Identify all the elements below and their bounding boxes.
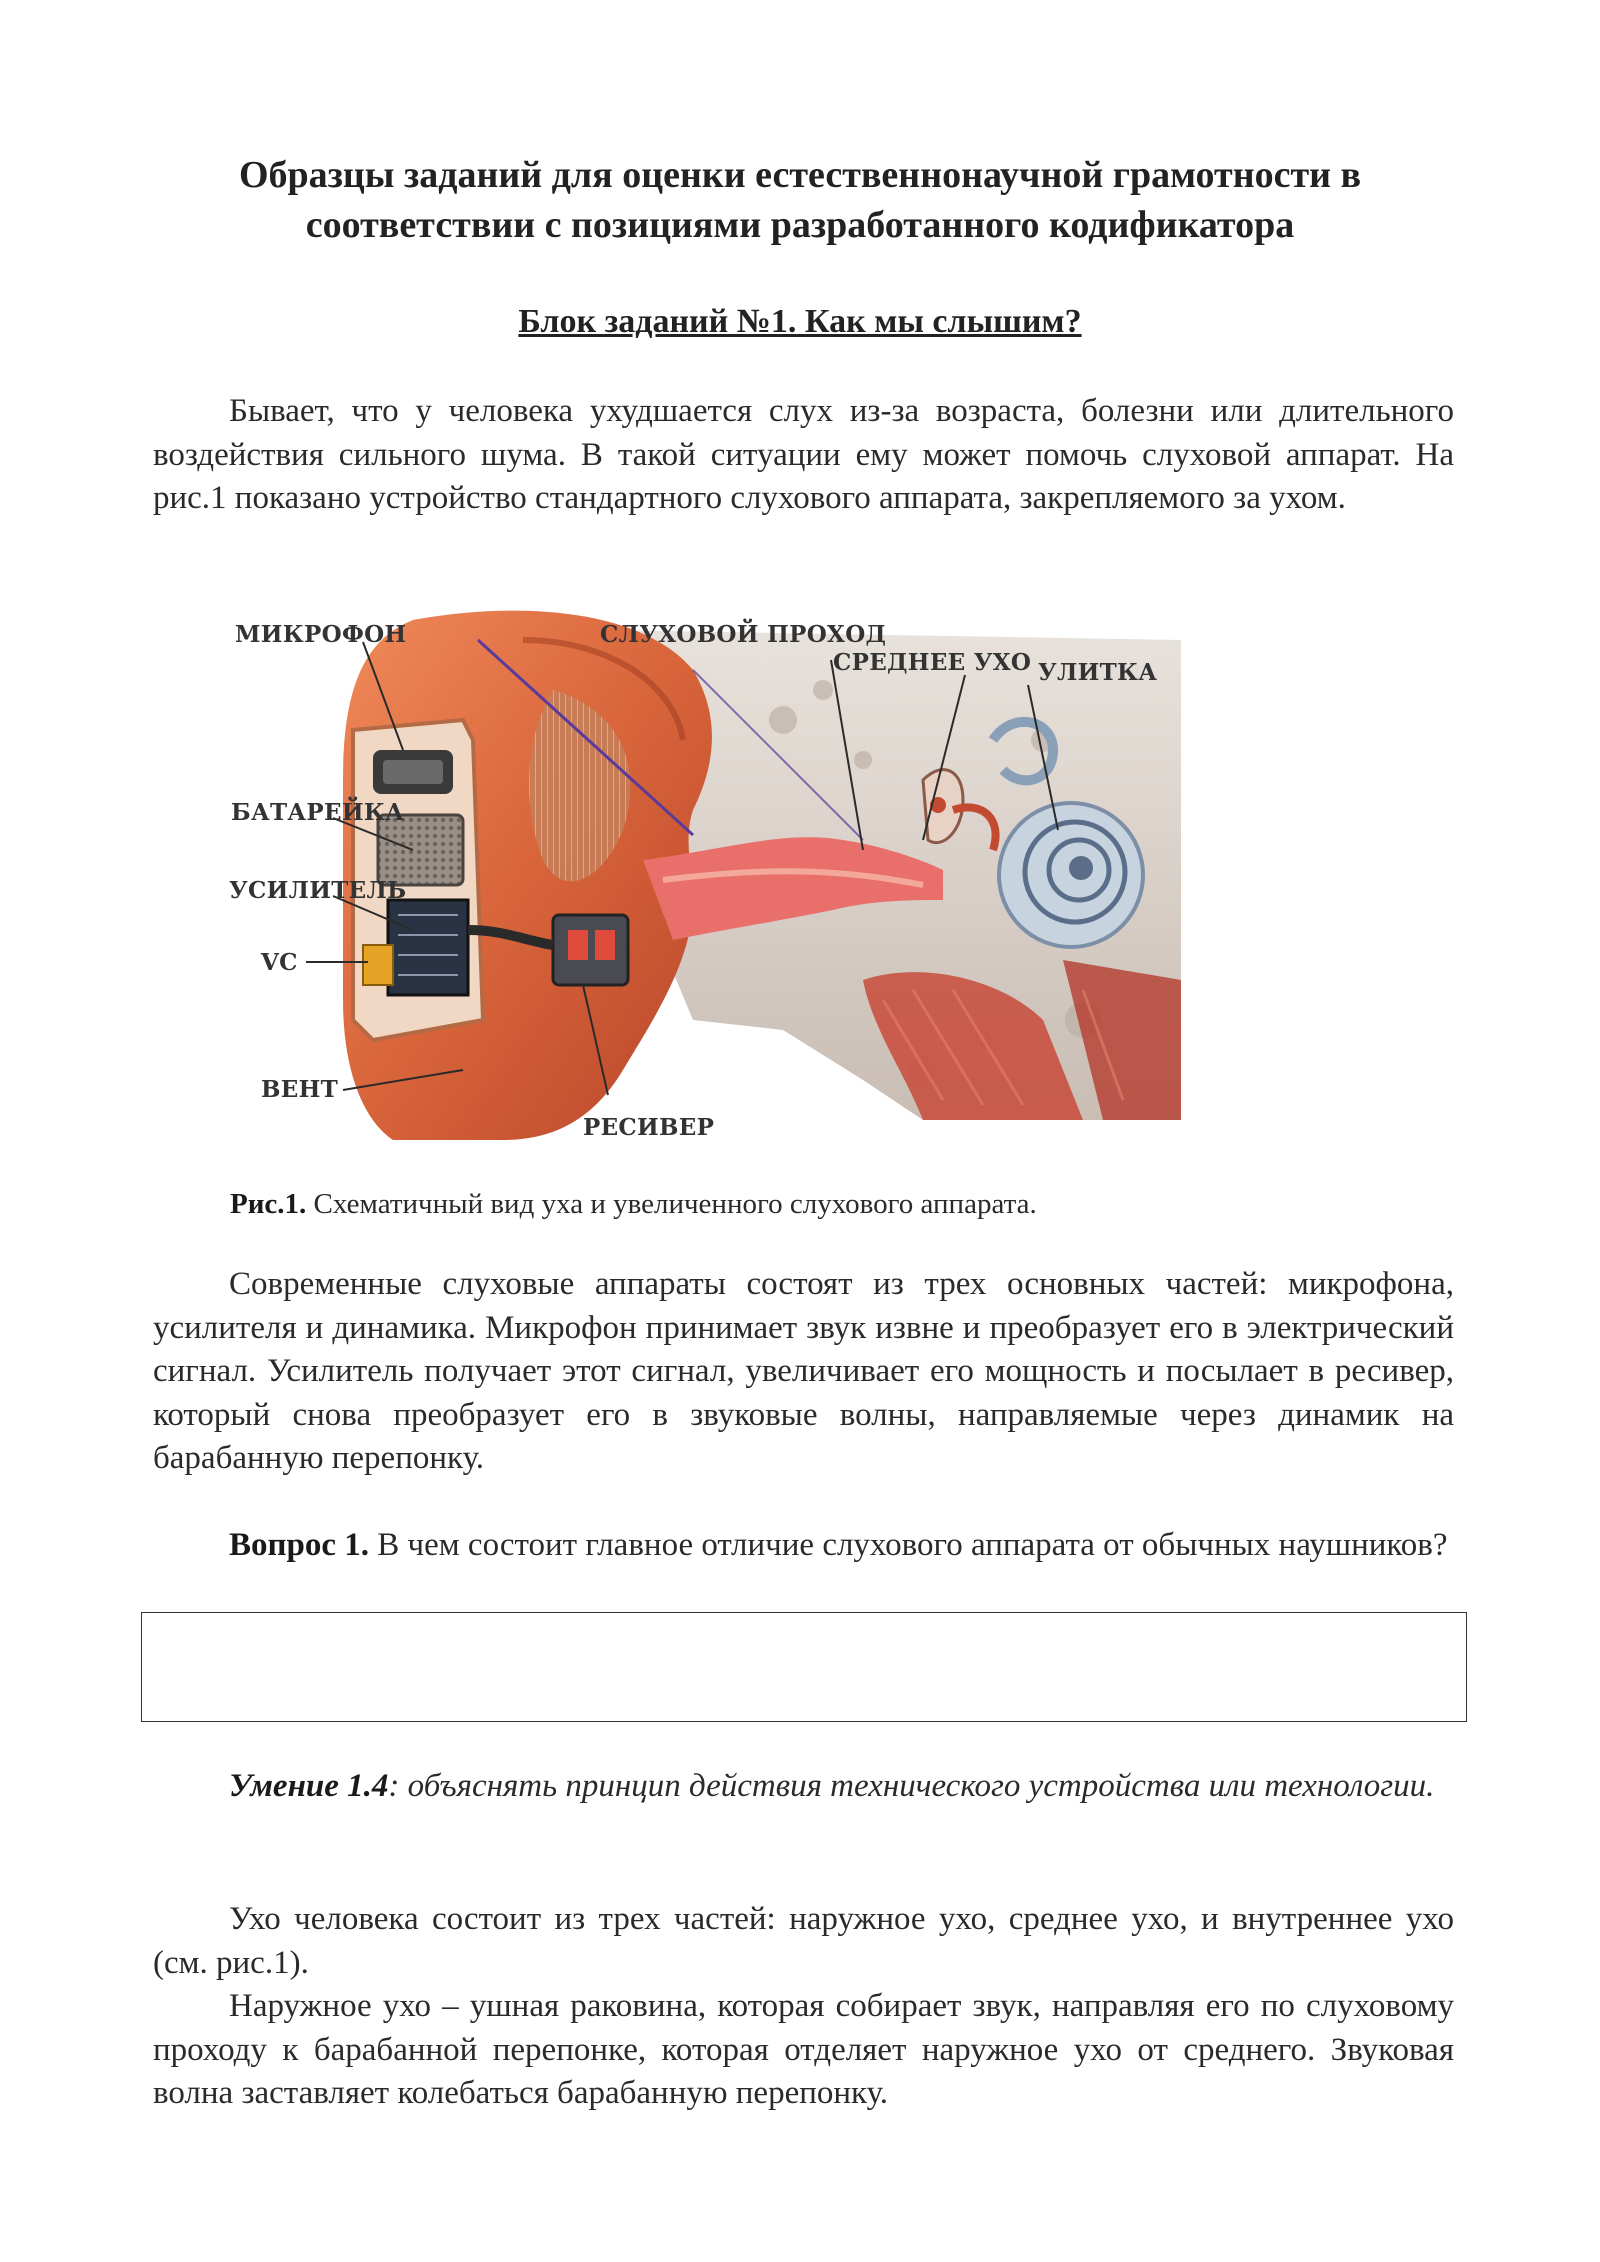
label-ear-canal: СЛУХОВОЙ ПРОХОД [600, 621, 887, 648]
label-vent: ВЕНТ [261, 1076, 339, 1103]
caption-prefix: Рис.1. [230, 1188, 307, 1220]
title-line-2: соответствии с позициями разработанного кодификатора [305, 204, 1295, 246]
label-middle-ear: СРЕДНЕЕ УХО [833, 649, 1032, 676]
paragraph-ear-parts: Ухо человека состоит из трех частей: наружное ухо, среднее ухо, и внутреннее ухо (см. рис.1). [153, 1901, 1454, 1981]
label-cochlea: УЛИТКА [1038, 659, 1158, 686]
skill-text: : объяснять принцип действия технического устройства или технологии. [388, 1768, 1435, 1804]
caption-text: Схематичный вид уха и увеличенного слухового аппарата. [306, 1188, 1037, 1220]
title-line-1: Образцы заданий для оценки естественнонаучной грамотности в [238, 154, 1362, 196]
label-receiver: РЕСИВЕР [583, 1114, 715, 1141]
skill-label: Умение 1.4 [229, 1768, 389, 1804]
figure-caption [230, 1188, 1037, 1221]
receiver-part [553, 915, 628, 985]
label-amplifier: УСИЛИТЕЛЬ [229, 877, 407, 904]
block-title: Блок заданий №1. Как мы слышим? [518, 303, 1082, 340]
label-battery: БАТАРЕЙКА [231, 799, 405, 826]
ear-illustration [223, 600, 1181, 1160]
volume-control-part [363, 945, 393, 985]
page-title [140, 150, 1460, 250]
paragraph-outer-ear: Наружное ухо – ушная раковина, которая собирает звук, направляя его по слуховому проходу к барабанной перепонке, которая отделяет наружное ухо от среднего. Звуковая волна заставляет колебаться барабанную перепонку. [153, 1988, 1454, 2111]
skill-line [153, 1765, 1454, 1809]
question-label: Вопрос 1. [229, 1527, 370, 1563]
question-text: В чем состоит главное отличие слухового аппарата от обычных наушников? [369, 1527, 1448, 1563]
ear-hearing-aid-figure [223, 600, 1181, 1160]
paragraph-hearing-aid-parts: Современные слуховые аппараты состоят из трех основных частей: микрофона, усилителя и динамика. Микрофон принимает звук извне и преобразует его в электрический сигнал. Усилитель получает этот сигнал, увеличивает его мощность и посылает в ресивер, который снова преобразует его в звуковые волны, направляемые через динамик на барабанную перепонку. [153, 1266, 1454, 1476]
label-vc: VC [261, 949, 298, 976]
question-1 [153, 1524, 1454, 1568]
intro-paragraph: Бывает, что у человека ухудшается слух из-за возраста, болезни или длительного воздействия сильного шума. В такой ситуации ему может помочь слуховой аппарат. На рис.1 показано устройство стандартного слухового аппарата, закрепляемого за ухом. [153, 393, 1454, 516]
label-microphone: МИКРОФОН [235, 621, 407, 648]
answer-field[interactable] [141, 1612, 1467, 1722]
